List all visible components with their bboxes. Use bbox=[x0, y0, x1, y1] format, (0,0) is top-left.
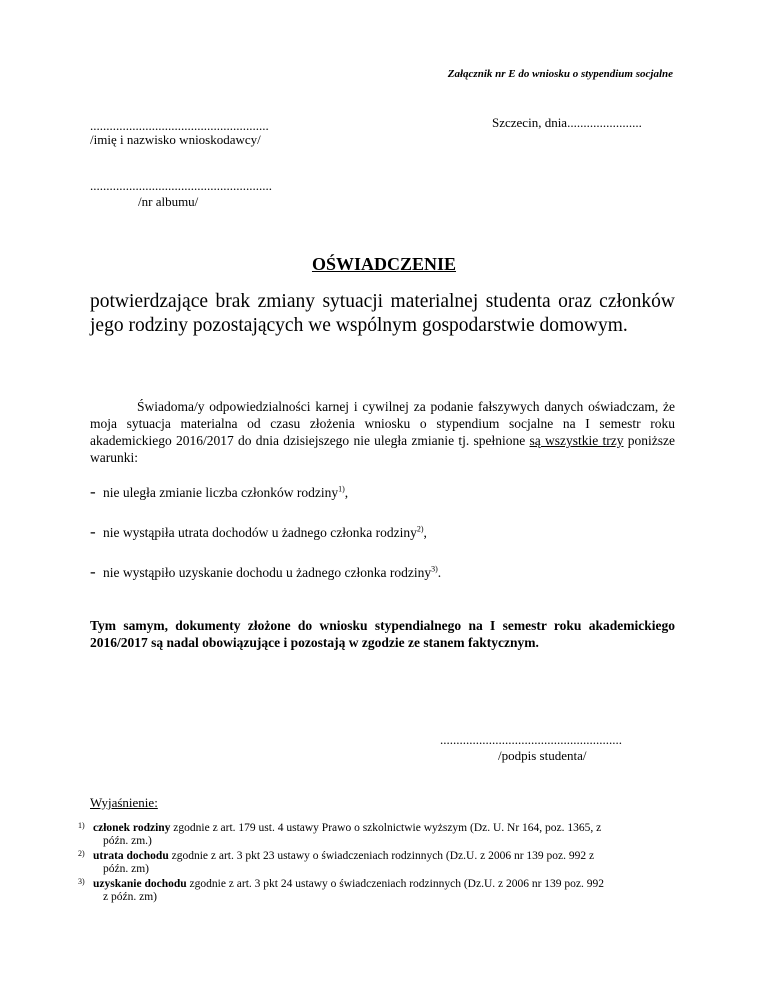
footnote-ref: 2) bbox=[416, 524, 424, 534]
condition-dash: - bbox=[90, 562, 96, 581]
condition-end: . bbox=[437, 565, 442, 580]
footnote-continuation: późn. zm.) bbox=[103, 835, 152, 847]
footnote-number: 2) bbox=[78, 849, 85, 858]
footnote-term: utrata dochodu bbox=[93, 850, 169, 862]
condition-text: nie uległa zmianie liczba członków rodziny bbox=[103, 485, 339, 500]
condition-item bbox=[90, 482, 348, 502]
subtitle: potwierdzające brak zmiany sytuacji materialnej studenta oraz członków jego rodziny pozostających we wspólnym gospodarstwie domowym. bbox=[90, 291, 675, 336]
album-number-line: ........................................................ bbox=[90, 178, 272, 193]
footnote-number: 1) bbox=[78, 821, 85, 830]
condition-text: nie wystąpiło uzyskanie dochodu u żadnego członka rodziny bbox=[103, 565, 432, 580]
notes-title: Wyjaśnienie: bbox=[90, 795, 158, 810]
declaration-underlined: są wszystkie trzy bbox=[529, 433, 624, 448]
condition-item bbox=[90, 562, 441, 582]
applicant-name-label: /imię i nazwisko wnioskodawcy/ bbox=[90, 132, 261, 147]
condition-text: nie wystąpiła utrata dochodów u żadnego członka rodziny bbox=[103, 525, 417, 540]
conclusion-paragraph: Tym samym, dokumenty złożone do wniosku stypendialnego na I semestr roku akademickiego 2016/2017 są nadal obowiązujące i pozostają w zgodzie ze stanem faktycznym. bbox=[90, 618, 675, 650]
footnote-number: 3) bbox=[78, 877, 85, 886]
annex-header: Załącznik nr E do wniosku o stypendium socjalne bbox=[447, 68, 673, 80]
signature-line: ........................................................ bbox=[440, 732, 622, 747]
footnote-continuation: z późn. zm) bbox=[103, 891, 157, 903]
signature-label: /podpis studenta/ bbox=[498, 748, 587, 763]
declaration-paragraph bbox=[90, 398, 675, 466]
footnote-text: zgodnie z art. 179 ust. 4 ustawy Prawo o szkolnictwie wyższym (Dz. U. Nr 164, poz. 1365, z bbox=[170, 822, 602, 834]
condition-dash: - bbox=[90, 522, 96, 541]
applicant-name-line: ....................................................... bbox=[90, 118, 269, 133]
footnote-ref: 1) bbox=[338, 484, 345, 494]
footnote bbox=[78, 877, 690, 904]
condition-end: , bbox=[423, 525, 427, 540]
footnote-text: zgodnie z art. 3 pkt 23 ustawy o świadczeniach rodzinnych (Dz.U. z 2006 nr 139 poz. 992 z bbox=[168, 850, 595, 862]
declaration-text-2: poniższe warunki: bbox=[90, 433, 675, 465]
footnote-term: uzyskanie dochodu bbox=[93, 878, 187, 890]
condition-item bbox=[90, 522, 427, 542]
footnote bbox=[78, 821, 690, 848]
condition-end: , bbox=[344, 485, 349, 500]
condition-dash: - bbox=[90, 482, 96, 501]
place-date: Szczecin, dnia....................... bbox=[492, 115, 642, 130]
footnote-term: członek rodziny bbox=[93, 822, 171, 834]
footnote-ref: 3) bbox=[431, 564, 438, 574]
footnote-continuation: późn. zm) bbox=[103, 863, 149, 875]
footnote bbox=[78, 849, 690, 876]
footnote-text: zgodnie z art. 3 pkt 24 ustawy o świadczeniach rodzinnych (Dz.U. z 2006 nr 139 poz. 992 bbox=[186, 878, 605, 890]
album-number-label: /nr albumu/ bbox=[138, 194, 199, 209]
page-title: OŚWIADCZENIE bbox=[311, 254, 457, 274]
declaration-text-1: Świadoma/y odpowiedzialności karnej i cywilnej za podanie fałszywych danych oświadczam, że moja sytuacja materialna od czasu złożenia wniosku o stypendium socjalne na I semestr roku akademickiego 2016/2017 do dnia dzisiejszego nie uległa zmianie tj. spełnione bbox=[90, 399, 675, 448]
